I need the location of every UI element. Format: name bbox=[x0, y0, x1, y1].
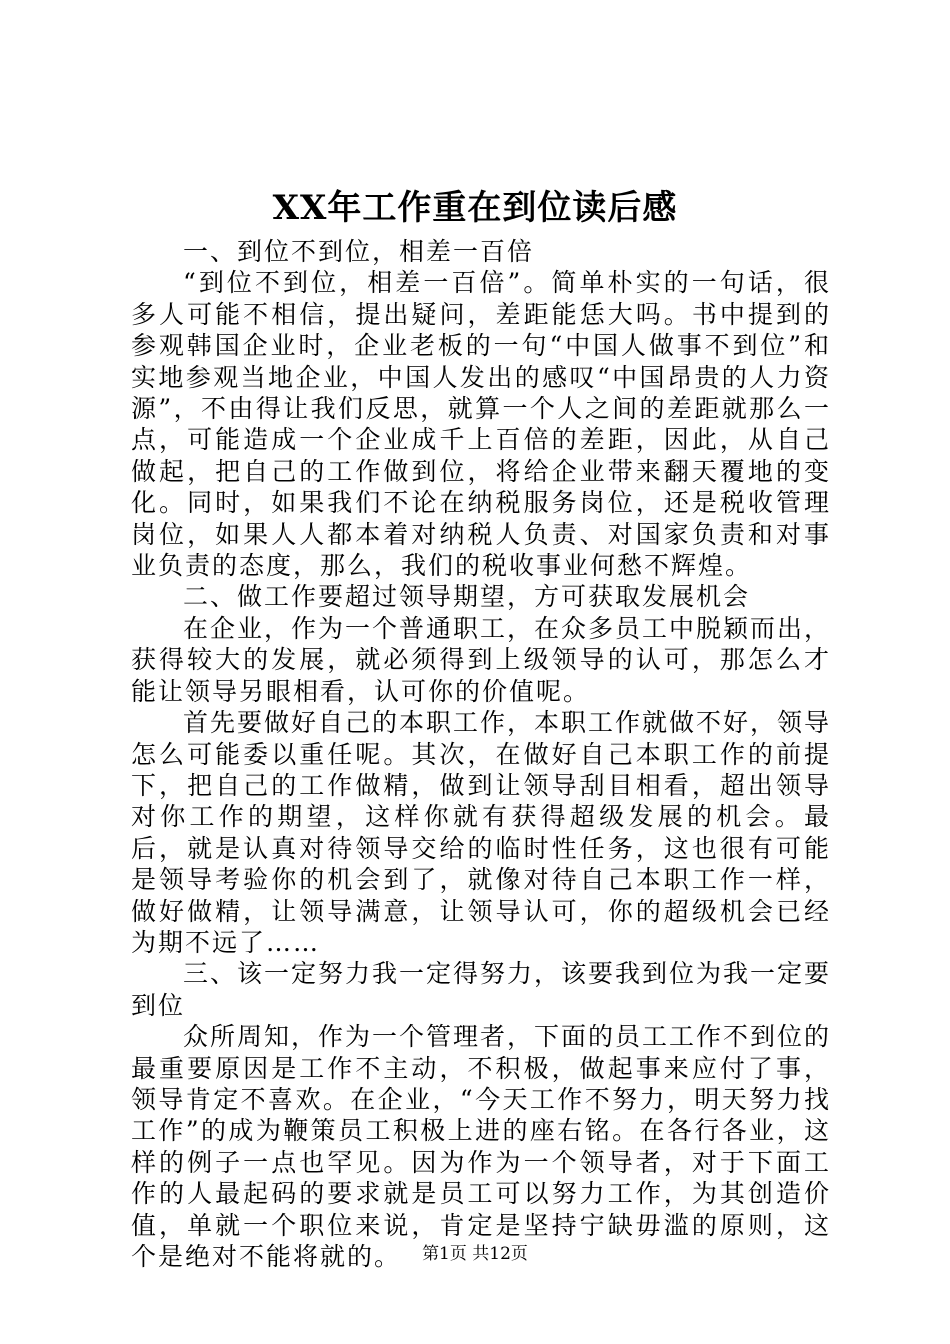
paragraph: 首先要做好自己的本职工作，本职工作就做不好，领导怎么可能委以重任呢。其次，在做好自己本职工作的前提下，把自己的工作做精，做到让领导刮目相看，超出领导对你工作的期望，这样你就有获得超级发展的机会。最后，就是认真对待领导交给的临时性任务，这也很有可能是领导考验你的机会到了，就像对待自己本职工作一样，做好做精，让领导满意，让领导认可，你的超级机会已经为期不远了…… bbox=[131, 708, 832, 957]
document-title: XX年工作重在到位读后感 bbox=[272, 188, 678, 228]
paragraph: 在企业，作为一个普通职工，在众多员工中脱颖而出，获得较大的发展，就必须得到上级领导的认可，那怎么才能让领导另眼相看，认可你的价值呢。 bbox=[131, 613, 832, 706]
paragraph: 众所周知，作为一个管理者，下面的员工工作不到位的最重要原因是工作不主动，不积极，做起事来应付了事，领导肯定不喜欢。在企业，“今天工作不努力，明天努力找工作”的成为鞭策员工积极上进的座右铭。在各行各业，这样的例子一点也罕见。因为作为一个领导者，对于下面工作的人最起码的要求就是员工可以努力工作，为其创造价值，单就一个职位来说，肯定是坚持宁缺毋滥的原则，这个是绝对不能将就的。 bbox=[131, 1022, 832, 1271]
page-number-footer: 第1页 共12页 bbox=[422, 1244, 528, 1264]
section-heading-3: 三、该一定努力我一定得努力，该要我到位为我一定要到位 bbox=[131, 959, 832, 1020]
section-heading-1: 一、到位不到位，相差一百倍 bbox=[183, 237, 535, 266]
document-body bbox=[131, 236, 831, 1272]
paragraph: “到位不到位，相差一百倍”。简单朴实的一句话，很多人可能不相信，提出疑问，差距能恁大吗。书中提到的参观韩国企业时，企业老板的一句“中国人做事不到位”和实地参观当地企业，中国人发出的感叹“中国昂贵的人力资源”，不由得让我们反思，就算一个人之间的差距就那么一点，可能造成一个企业成千上百倍的差距，因此，从自己做起，把自己的工作做到位，将给企业带来翻天覆地的变化。同时，如果我们不论在纳税服务岗位，还是税收管理岗位，如果人人都本着对纳税人负责、对国家负责和对事业负责的态度，那么，我们的税收事业何愁不辉煌。 bbox=[131, 268, 831, 581]
section-heading-2: 二、做工作要超过领导期望，方可获取发展机会 bbox=[183, 582, 751, 612]
